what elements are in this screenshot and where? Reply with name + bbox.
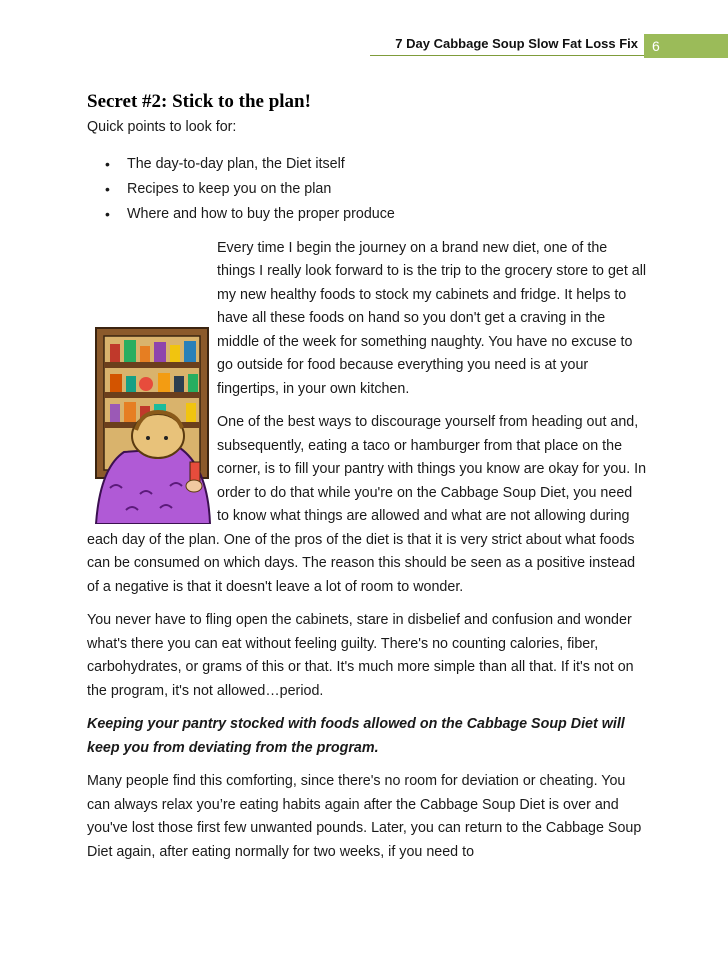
bullet-list — [87, 152, 647, 227]
paragraph-3: You never have to fling open the cabinets, stare in disbelief and confusion and wonder what's there you can eat without feeling guilty. There's no counting calories, fiber, carbohydrates, or grams of this or that. It's much more simple than all that. If it's not on the program, it's not allowed…period. — [87, 612, 634, 699]
document-title: 7 Day Cabbage Soup Slow Fat Loss Fix — [395, 36, 638, 51]
page-number-badge: 6 — [644, 34, 728, 58]
emphasis-paragraph: Keeping your pantry stocked with foods allowed on the Cabbage Soup Diet will keep you from deviating from the program. — [87, 716, 625, 756]
header-divider — [370, 55, 644, 56]
list-item: • Recipes to keep you on the plan — [127, 177, 647, 202]
list-item: • Where and how to buy the proper produce — [127, 202, 647, 227]
list-item: • The day-to-day plan, the Diet itself — [127, 152, 647, 177]
intro-text: Quick points to look for: — [87, 119, 237, 135]
paragraph-2-text: One of the best ways to discourage yourself from heading out and, subsequently, eating a taco or hamburger from that place on the corner, is to fill your pantry with things you know are okay for you. In order to do that while you're on the Cabbage Soup Diet, you need to know what things are allowed and what are not allowing during each day of the plan. One of the pros of the diet is that it is very strict about what foods can be consumed on which days. The reason this should be seen as a positive instead of a negative is that it doesn't leave a lot of room to wonder. — [87, 414, 647, 595]
pantry-illustration — [90, 318, 214, 524]
page-header — [0, 34, 728, 58]
section-heading: Secret #2: Stick to the plan! — [87, 91, 311, 112]
paragraph-1-text: Every time I begin the journey on a brand new diet, one of the things I really look forward to is the trip to the grocery store to get all my new healthy foods to stock my cabinets and fridge. It helps to have all these foods on hand so you don't get a craving in the middle of the week for something naughty. You have no excuse to go outside for food because everything you need is at your fingertips, in your own kitchen. — [217, 239, 647, 397]
paragraph-5: Many people find this comforting, since there's no room for deviation or cheating. You can always relax you’re eating habits again after the Cabbage Soup Diet is over and you've lost those first few unwanted pounds. Later, you can return to the Cabbage Soup Diet again, after eating normally for two weeks, if you need to — [87, 773, 642, 860]
